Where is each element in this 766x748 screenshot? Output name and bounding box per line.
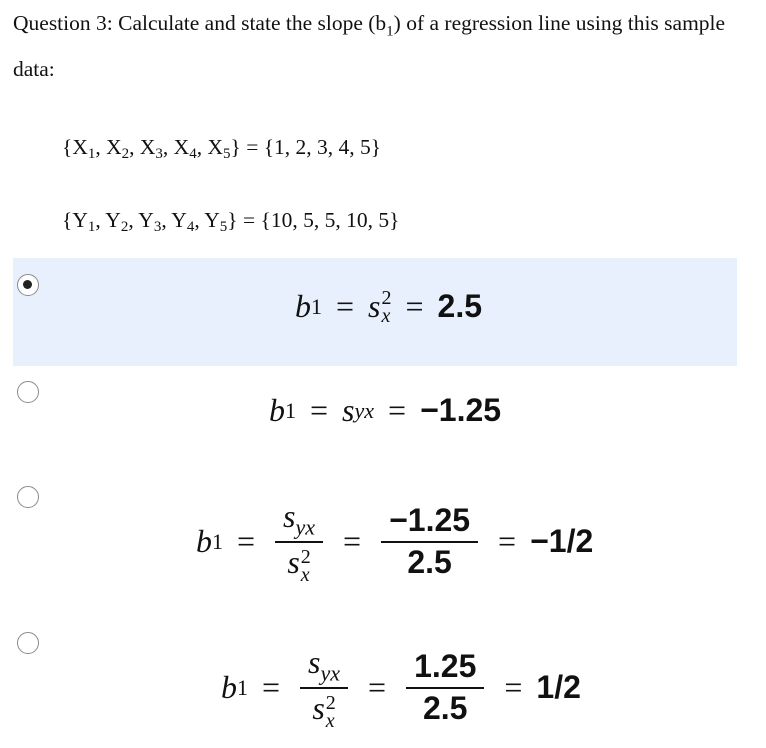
radio-selected-dot (23, 280, 32, 289)
formula-option-4: b 1 = $s_{yx}$ s 2 x = $\frac{1.25}{2.5}$ = 1/2 (221, 644, 581, 732)
data-x-set: {$X_1$, $X_2$, $X_3$, $X_4$, $X_5\} = \{1$, 2, 3, 4, 5} (62, 135, 382, 162)
question-text: Question 3: Calculate and state the slope $(b_1)$ of a regression line using this sample data: (13, 11, 726, 82)
answer-option-2[interactable] (13, 372, 737, 472)
radio-option-3[interactable] (17, 486, 39, 508)
radio-option-1[interactable] (17, 274, 39, 296)
radio-option-2[interactable] (17, 381, 39, 403)
answer-option-3[interactable] (13, 478, 737, 608)
formula-option-3: b 1 = $s_{yx}$ s 2 x = $\frac{-1.25}{2.5}$ = −1/2 (196, 498, 594, 586)
answer-option-1[interactable] (13, 258, 737, 366)
data-y-set: {$Y_1$, $Y_2$, $Y_3$, $Y_4$, $Y_5\} = \{10$, 5, 5, 10, 5} (62, 208, 400, 235)
radio-option-4[interactable] (17, 632, 39, 654)
formula-option-2: b 1 = s yx = −1.25 (269, 392, 502, 428)
answer-option-4[interactable] (13, 622, 737, 748)
formula-option-1: b 1 = s 2 x = 2.5 (295, 286, 483, 327)
